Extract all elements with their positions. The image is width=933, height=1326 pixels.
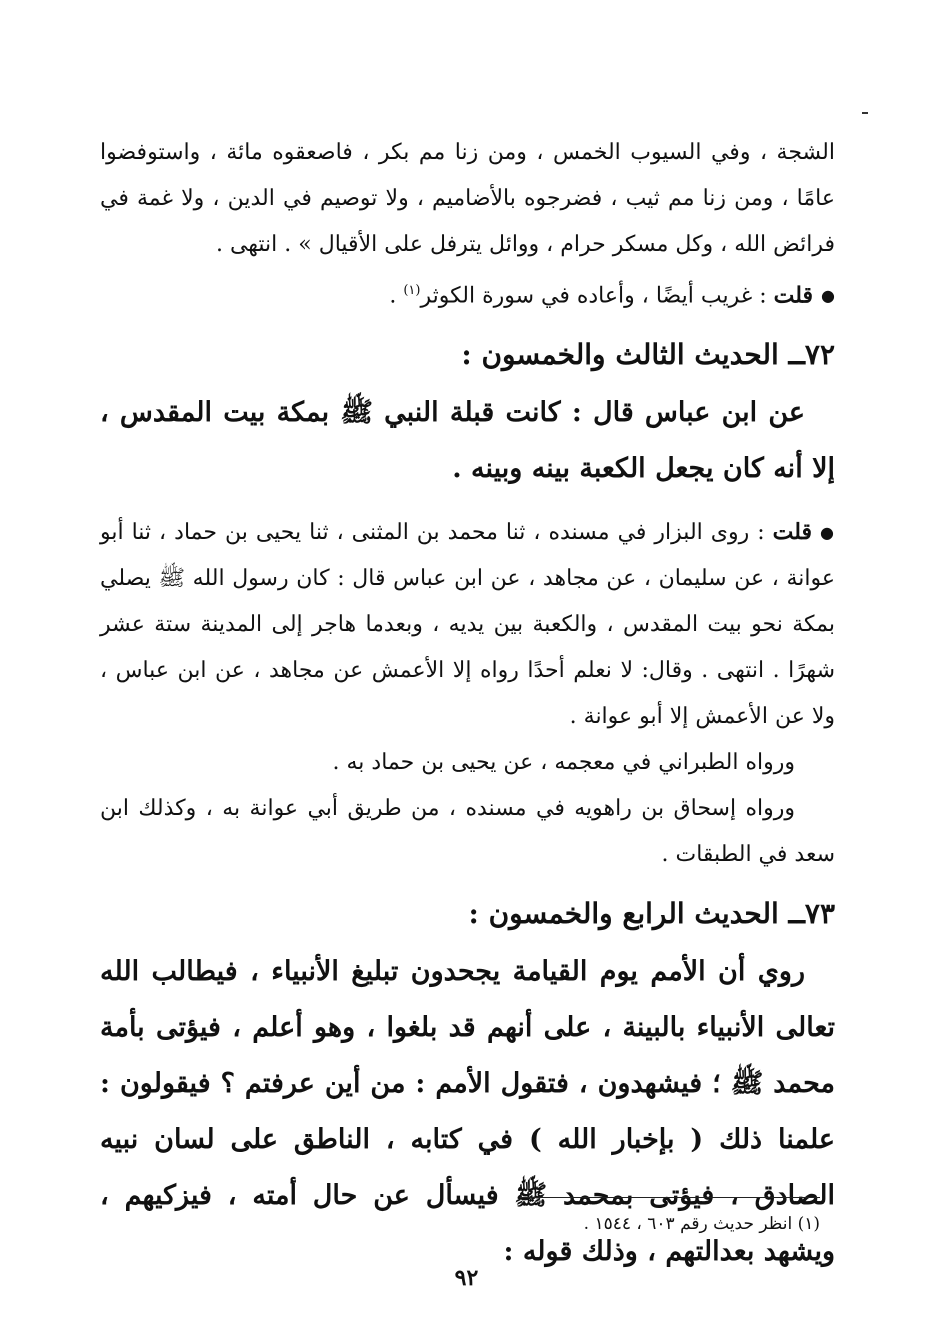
note-text: : غريب أيضًا ، وأعاده في سورة الكوثر [420, 283, 767, 309]
paragraph-tabarani: ورواه الطبراني في معجمه ، عن يحيى بن حماد به . [332, 750, 795, 776]
note-label: قلت [773, 282, 814, 309]
footnote-divider [520, 1197, 820, 1198]
paragraph-sayub: الشجة ، وفي السيوب الخمس ، ومن زنا مم بكر ، فاصعقوه مائة ، واستوفضوا عامًا ، ومن زنا مم ثيب ، فضرجوه بالأضاميم ، ولا توصيم في الدين ، ولا غمة في فرائض الله ، وكل مسكر حرام ، ووائل يترفل على الأقيال » . انتهى . [100, 140, 835, 257]
footnote-ref: (١) [403, 283, 421, 298]
paragraph-ishaq: ورواه إسحاق بن راهويه في مسنده ، من طريق أبي عوانة به ، وكذلك ابن سعد في الطبقات . [100, 796, 835, 868]
hadith-heading-73: ٧٣ــ الحديث الرابع والخمسون : [468, 897, 835, 931]
scan-mark [862, 112, 868, 114]
page-number: ٩٢ [454, 1265, 479, 1291]
note-gharib: ●قلت : غريب أيضًا ، وأعاده في سورة الكوثر$^{(١)}$ . [389, 282, 835, 309]
bullet-icon: ● [820, 523, 835, 543]
footnote: (١) انظر حديث رقم ٦٠٣ ، ١٥٤٤ . [583, 1214, 820, 1234]
note-label: قلت [772, 519, 813, 546]
hadith-matn-72: عن ابن عباس قال : كانت قبلة النبي ﷺ بمكة بيت المقدس ، إلا أنه كان يجعل الكعبة بينه وبينه . [100, 397, 835, 485]
hadith-heading-72: ٧٢ــ الحديث الثالث والخمسون : [461, 338, 835, 372]
note-bazzar [100, 509, 835, 740]
hadith-matn-73: روي أن الأمم يوم القيامة يجحدون تبليغ الأنبياء ، فيطالب الله تعالى الأنبياء بالبينة ، على أنهم قد بلغوا ، وهو أعلم ، فيؤتى بأمة محمد ﷺ ؛ فيشهدون ، فتقول الأمم : من أين عرفتم ؟ فيقولون : علمنا ذلك ( بإخبار الله ) في كتابه ، الناطق على لسان نبيه الصادق ، فيؤتى بمحمد ﷺ فيسأل عن حال أمته ، فيزكيهم ، ويشهد بعدالتهم ، وذلك قوله : [100, 956, 835, 1268]
note-text: : روى البزار في مسنده ، ثنا محمد بن المثنى ، ثنا يحيى بن حماد ، ثنا أبو عوانة ، عن سليمان ، عن مجاهد ، عن ابن عباس قال : كان رسول الله ﷺ يصلي بمكة نحو بيت المقدس ، والكعبة بين يديه ، وبعدما هاجر إلى المدينة ستة عشر شهرًا . انتهى . وقال: لا نعلم أحدًا رواه إلا الأعمش عن مجاهد ، عن ابن عباس ، ولا عن الأعمش إلا أبو عوانة . [100, 520, 835, 730]
page-body [100, 130, 835, 1280]
bullet-icon: ● [821, 286, 835, 306]
